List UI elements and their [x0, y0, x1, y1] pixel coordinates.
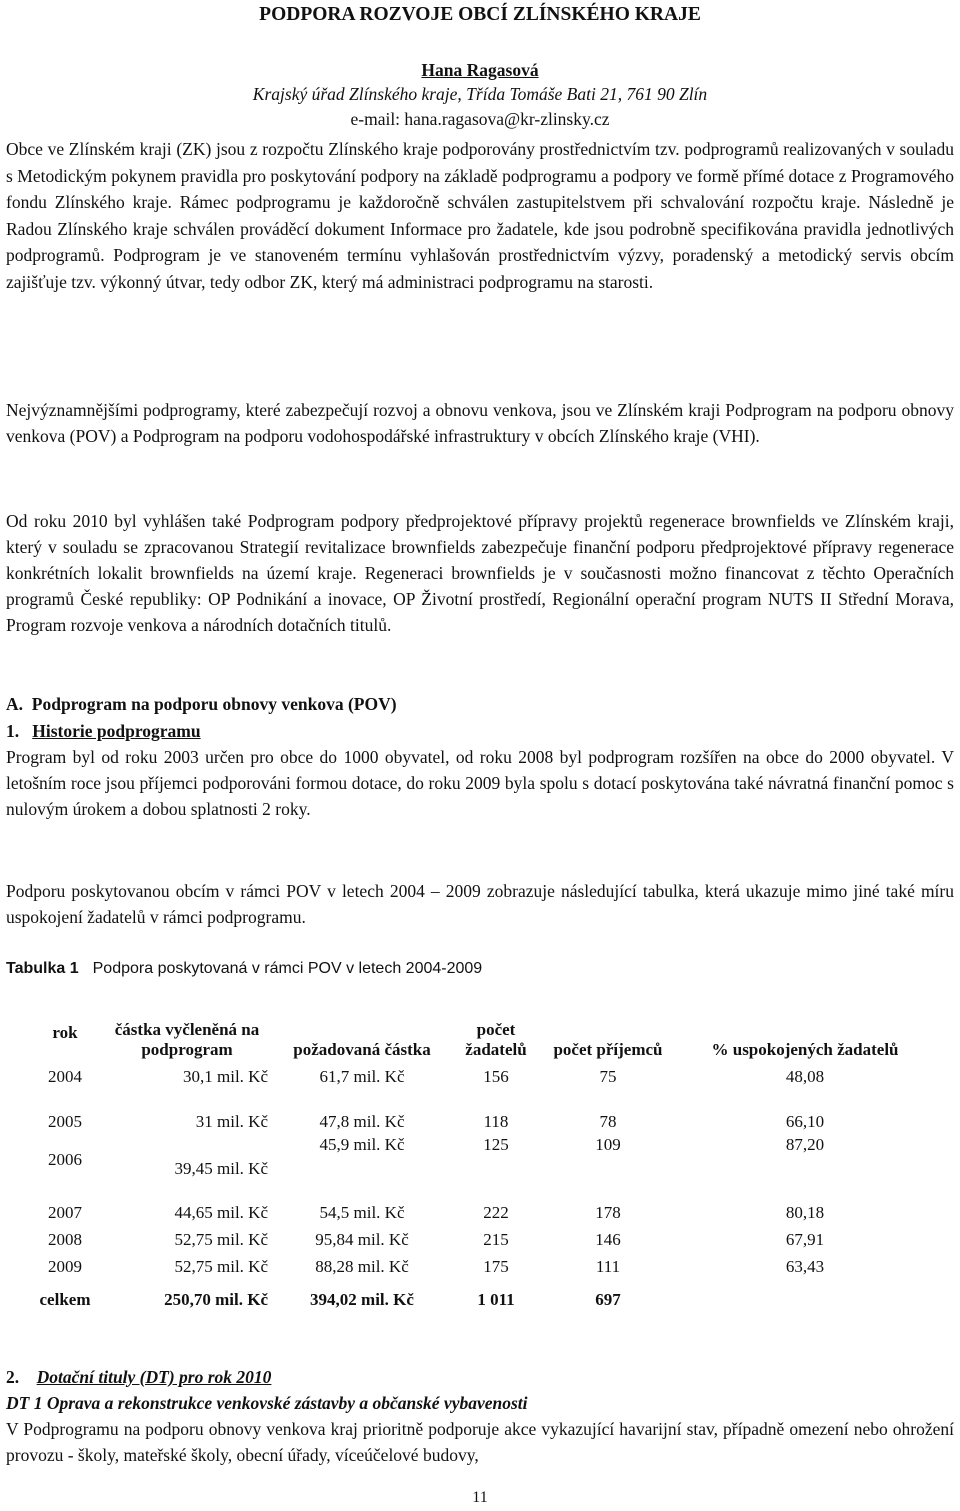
author-name: Hana Ragasová — [421, 60, 539, 80]
table-cell: 75 — [599, 1067, 617, 1086]
author-affiliation: Krajský úřad Zlínského kraje, Třída Tomáše Bati 21, 761 90 Zlín — [252, 84, 708, 104]
table-cell: 222 — [483, 1202, 509, 1222]
table-spacer-row — [30, 1185, 936, 1199]
table-cell: 67,91 — [785, 1229, 825, 1249]
table-total-row — [30, 1280, 936, 1320]
document-title: PODPORA ROZVOJE OBCÍ ZLÍNSKÉHO KRAJE — [259, 4, 701, 25]
header-cell: požadovaná částka — [293, 1040, 431, 1059]
table-cell: 48,08 — [785, 1067, 825, 1086]
table-cell: 52,75 mil. Kč — [174, 1256, 268, 1276]
table-cell: 118 — [483, 1111, 509, 1131]
table-cell: 45,9 mil. Kč — [319, 1135, 405, 1154]
table-cell: 31 mil. Kč — [195, 1111, 268, 1131]
table-row — [30, 1226, 936, 1253]
table-cell: 215 — [483, 1229, 509, 1249]
section-1-number: 1. — [6, 721, 20, 741]
table-cell: 2009 — [48, 1256, 82, 1276]
table-cell — [674, 1280, 936, 1320]
table-cell: 54,5 mil. Kč — [319, 1202, 405, 1222]
table-intro-paragraph: Podporu poskytovanou obcím v rámci POV v letech 2004 – 2009 zobrazuje následující tabulka, která ukazuje mimo jiné také míru uspokojení žadatelů v rámci podprogramu. — [6, 881, 954, 927]
intro-paragraph: Obce ve Zlínském kraji (ZK) jsou z rozpočtu Zlínského kraje podporovány prostřednictvím tzv. podprogramů realizovaných v souladu s Metodickým pokynem pravidla pro poskytování podpory na základě podprogramu a podpory ve formě přímé dotace z Programového fondu Zlínského kraje. Rámec podprogramu je každoročně schválen zastupitelstvem při schvalování rozpočtu kraje. Následně je Radou Zlínského kraje schválen prováděcí dokument Informace pro žadatele, kde jsou podrobně specifikována pravidla jednotlivých podprogramů. Podprogram je ve stanoveném termínu vyhlašován prostřednictvím výzvy, poradenský a metodický servis obcím zajišťuje tzv. výkonný útvar, tedy odbor ZK, který má administraci podprogramu na starosti. — [6, 139, 954, 292]
table-caption — [6, 958, 482, 980]
table-spacer-row — [30, 1094, 936, 1108]
table-cell: 87,20 — [785, 1135, 825, 1154]
table-row — [30, 1199, 936, 1226]
table-row — [30, 1135, 936, 1185]
subprograms-paragraph: Nejvýznamnějšími podprogramy, které zabezpečují rozvoj a obnovu venkova, jsou ve Zlínském kraji Podprogram na podporu obnovy venkova (POV) a Podprogram na podporu vodohospodářské infrastruktury v obcích Zlínského kraje (VHI). — [6, 400, 954, 446]
table-cell: 2005 — [48, 1111, 82, 1131]
table-caption-label: Tabulka 1 — [6, 960, 79, 977]
table-cell: 80,18 — [785, 1202, 825, 1222]
table-cell: 156 — [483, 1067, 509, 1086]
page-number: 11 — [472, 1489, 488, 1506]
table-cell: 30,1 mil. Kč — [183, 1067, 268, 1086]
table-cell: 78 — [599, 1111, 617, 1131]
brownfields-paragraph: Od roku 2010 byl vyhlášen také Podprogram podpory předprojektové přípravy projektů regenerace brownfields ve Zlínském kraji, který v souladu se zpracovanou Strategií revitalizace brownfields zabezpečuje finanční podporu předprojektové přípravy regenerace konkrétních lokalit brownfields na území kraje. Regeneraci brownfields je v současnosti možno financovat z těchto Operačních programů České republiky: OP Podnikání a inovace, OP Životní prostředí, Regionální operační program NUTS II Střední Morava, Program rozvoje venkova a národních dotačních titulů. — [6, 511, 954, 635]
header-cell: počet žadatelů — [465, 1020, 527, 1059]
table-cell: 66,10 — [785, 1111, 825, 1131]
section-1-heading — [6, 718, 201, 744]
table-cell: 2004 — [48, 1067, 82, 1086]
table-caption-text: Podpora poskytovaná v rámci POV v letech 2004-2009 — [92, 960, 483, 977]
table-cell: 109 — [595, 1135, 621, 1154]
table-cell: 175 — [483, 1256, 509, 1276]
table-cell: 63,43 — [785, 1256, 825, 1276]
table-cell: 39,45 mil. Kč — [174, 1159, 268, 1178]
table-cell: 1 011 — [477, 1290, 515, 1309]
table-cell: 2006 — [48, 1150, 82, 1169]
table-cell: 44,65 mil. Kč — [174, 1202, 268, 1222]
table-cell: 52,75 mil. Kč — [174, 1229, 268, 1249]
table-cell: celkem — [39, 1290, 91, 1309]
section-2-heading — [6, 1364, 271, 1390]
author-email: e-mail: hana.ragasova@kr-zlinsky.cz — [350, 109, 610, 129]
table-row — [30, 1108, 936, 1135]
section-a-title: Podprogram na podporu obnovy venkova (POV) — [31, 694, 397, 714]
table-cell: 95,84 mil. Kč — [315, 1229, 409, 1249]
table-cell: 146 — [595, 1229, 621, 1249]
table-cell: 178 — [595, 1202, 621, 1222]
table-cell: 697 — [595, 1290, 621, 1309]
table-row — [30, 1060, 936, 1094]
table-cell: 61,7 mil. Kč — [319, 1067, 405, 1086]
header-cell: počet příjemců — [553, 1040, 663, 1059]
section-2-title: Dotační tituly (DT) pro rok 2010 — [36, 1367, 272, 1387]
table-header-row — [30, 1006, 936, 1060]
table-cell: 111 — [595, 1256, 621, 1276]
header-cell: částka vyčleněná na podprogram — [114, 1020, 260, 1059]
section-2-number: 2. — [6, 1367, 20, 1387]
section-1-title: Historie podprogramu — [32, 721, 201, 741]
table-cell: 394,02 mil. Kč — [310, 1290, 414, 1309]
dt1-heading: DT 1 Oprava a rekonstrukce venkovské zástavby a občanské vybavenosti — [6, 1393, 528, 1413]
table-cell: 2007 — [48, 1202, 82, 1222]
table-cell: 250,70 mil. Kč — [164, 1290, 268, 1309]
table-cell: 2008 — [48, 1229, 82, 1249]
support-table — [30, 1006, 936, 1320]
table-cell: 88,28 mil. Kč — [315, 1256, 409, 1276]
header-cell: rok — [52, 1023, 78, 1042]
history-paragraph: Program byl od roku 2003 určen pro obce do 1000 obyvatel, od roku 2008 byl podprogram rozšířen na obce do 2000 obyvatel. V letošním roce jsou příjemci podporováni formou dotace, do roku 2009 byla spolu s dotací poskytována také návratná finanční pomoc s nulovým úrokem a dobou splatnosti 2 roky. — [6, 747, 954, 819]
header-cell: % uspokojených žadatelů — [711, 1040, 899, 1059]
table-cell: 125 — [483, 1135, 509, 1154]
table-row — [30, 1253, 936, 1280]
section-a-number: A. — [6, 694, 24, 714]
dt1-paragraph: V Podprogramu na podporu obnovy venkova kraj prioritně podporuje akce vykazující havarijní stav, případně omezení nebo ohrožení provozu - školy, mateřské školy, obecní úřady, víceúčelové budovy, — [6, 1419, 954, 1465]
section-a-heading — [6, 691, 397, 717]
table-cell: 47,8 mil. Kč — [319, 1111, 405, 1131]
